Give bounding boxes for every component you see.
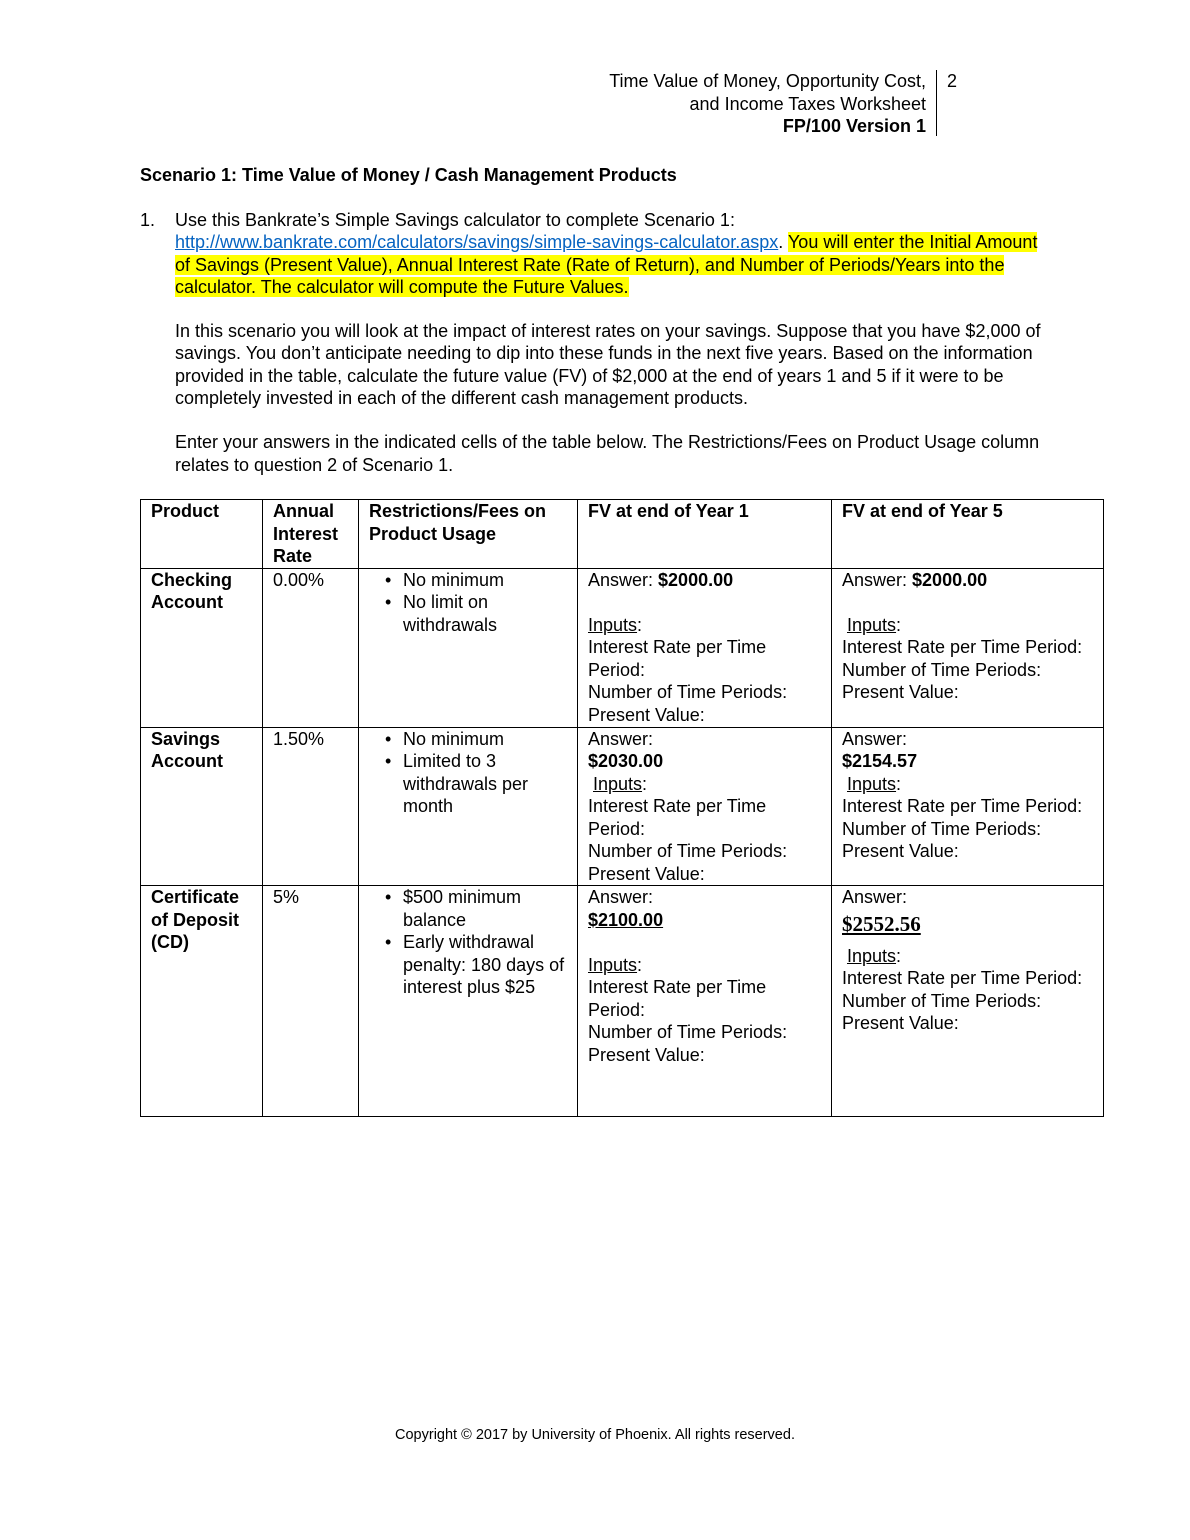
copyright-footer: Copyright © 2017 by University of Phoenix. All rights reserved. [395,1427,795,1443]
table-header-row [141,500,1104,569]
present-value-label: Present Value: [588,1044,705,1065]
answer-label: Answer: [588,569,659,590]
num-periods-label: Number of Time Periods: [842,659,1042,680]
answer-label: Answer: [588,887,654,907]
present-value-label: Present Value: [842,1013,959,1033]
answer-label: Answer: [842,887,908,907]
inputs-label: Inputs [847,773,897,794]
fv1-cell[interactable] [578,727,832,886]
inputs-label: Inputs [847,614,897,635]
rate-per-period-label: Interest Rate per Time Period: [588,977,767,1020]
fv5-answer: $2552.56 [842,911,921,936]
calculator-link[interactable]: http://www.bankrate.com/calculators/savings/simple-savings-calculator.aspx [175,232,779,253]
restriction-item: • Early withdrawal penalty: 180 days of interest plus $25 [403,931,567,999]
restriction-item: • No minimum [403,728,567,751]
num-periods-label: Number of Time Periods: [842,818,1042,839]
rate-per-period-label: Interest Rate per Time Period: [842,796,1083,816]
cash-management-table [140,499,1104,1117]
restriction-item: • No minimum [403,569,567,592]
header-fv5: FV at end of Year 5 [832,500,1104,569]
interest-rate: 1.50% [263,727,359,886]
interest-rate: 0.00% [263,568,359,727]
interest-rate: 5% [263,886,359,1117]
colon: : [642,773,648,794]
present-value-label: Present Value: [588,863,705,884]
header-restrictions: Restrictions/Fees on Product Usage [359,500,578,569]
rate-per-period-label: Interest Rate per Time Period: [842,968,1083,988]
inputs-label: Inputs [593,773,643,794]
fv5-answer: $2154.57 [842,751,918,771]
header-title-line1: Time Value of Money, Opportunity Cost, [609,71,926,91]
inputs-label: Inputs [588,954,638,975]
present-value-label: Present Value: [842,841,959,861]
header-product: Product [141,500,263,569]
header-version: FP/100 Version 1 [782,116,926,136]
fv1-cell[interactable] [578,568,832,727]
colon: : [637,614,643,635]
restrictions-cell [359,727,578,886]
inputs-label: Inputs [588,614,638,635]
restrictions-cell [359,886,578,1117]
header-title-line2: and Income Taxes Worksheet [689,93,926,114]
rate-per-period-label: Interest Rate per Time Period: [842,637,1083,657]
product-name: Checking Account [141,568,263,727]
fv1-answer: $2030.00 [588,751,664,771]
present-value-label: Present Value: [588,704,705,725]
fv5-cell[interactable] [832,568,1104,727]
question-body [175,209,1050,476]
header-rate: Annual Interest Rate [263,500,359,569]
fv5-cell[interactable] [832,727,1104,886]
fv5-cell[interactable] [832,886,1104,1117]
restriction-item: • Limited to 3 withdrawals per month [403,750,567,818]
colon: : [896,773,902,794]
product-name: Savings Account [141,727,263,886]
table-row [141,568,1104,727]
question-intro: Use this Bankrate’s Simple Savings calculator to complete Scenario 1: [175,210,735,230]
highlighted-instructions: You will enter the Initial Amount of Savings (Present Value), Annual Interest Rate (Rate of Return), and Number of Periods/Years into the calculator. The calculator will compute the Future Values. [175,232,1038,297]
rate-per-period-label: Interest Rate per Time Period: [588,637,767,680]
scenario-paragraph: In this scenario you will look at the impact of interest rates on your savings. Suppose that you have $2,000 of savings. You don’t anticipate needing to dip into these funds in the next five years. Based on the information provided in the table, calculate the future value (FV) of $2,000 at the end of years 1 and 5 if it were to be completely invested in each of the different cash management products. [175,321,1041,409]
restriction-item: • $500 minimum balance [403,886,567,931]
answer-label: Answer: [842,728,908,749]
fv1-answer: $2000.00 [658,569,734,590]
rate-per-period-label: Interest Rate per Time Period: [588,796,767,839]
inputs-label: Inputs [847,945,897,966]
colon: : [896,614,902,635]
question-instructions [175,209,1050,298]
restriction-item: • No limit on withdrawals [403,591,567,636]
scenario-title: Scenario 1: Time Value of Money / Cash Management Products [140,165,677,185]
header-fv1: FV at end of Year 1 [578,500,832,569]
running-header [560,70,926,138]
num-periods-label: Number of Time Periods: [588,841,788,861]
colon: : [896,945,902,966]
answer-label: Answer: [588,728,654,749]
question-number: 1. [140,210,156,230]
num-periods-label: Number of Time Periods: [588,682,788,702]
num-periods-label: Number of Time Periods: [588,1022,788,1042]
page-number: 2 [947,71,958,91]
answer-label: Answer: [842,569,913,590]
present-value-label: Present Value: [842,682,959,702]
table-instructions: Enter your answers in the indicated cells of the table below. The Restrictions/Fees on Product Usage column relates to question 2 of Scenario 1. [175,432,1040,475]
table-row [141,727,1104,886]
num-periods-label: Number of Time Periods: [842,990,1042,1011]
colon: : [637,954,643,975]
link-trailing: . [778,232,788,253]
product-name: Certificate of Deposit (CD) [141,886,263,1117]
restrictions-cell [359,568,578,727]
table-row [141,886,1104,1117]
fv5-answer: $2000.00 [912,569,988,590]
fv1-cell[interactable] [578,886,832,1117]
header-divider [936,70,937,136]
fv1-answer: $2100.00 [588,909,664,930]
